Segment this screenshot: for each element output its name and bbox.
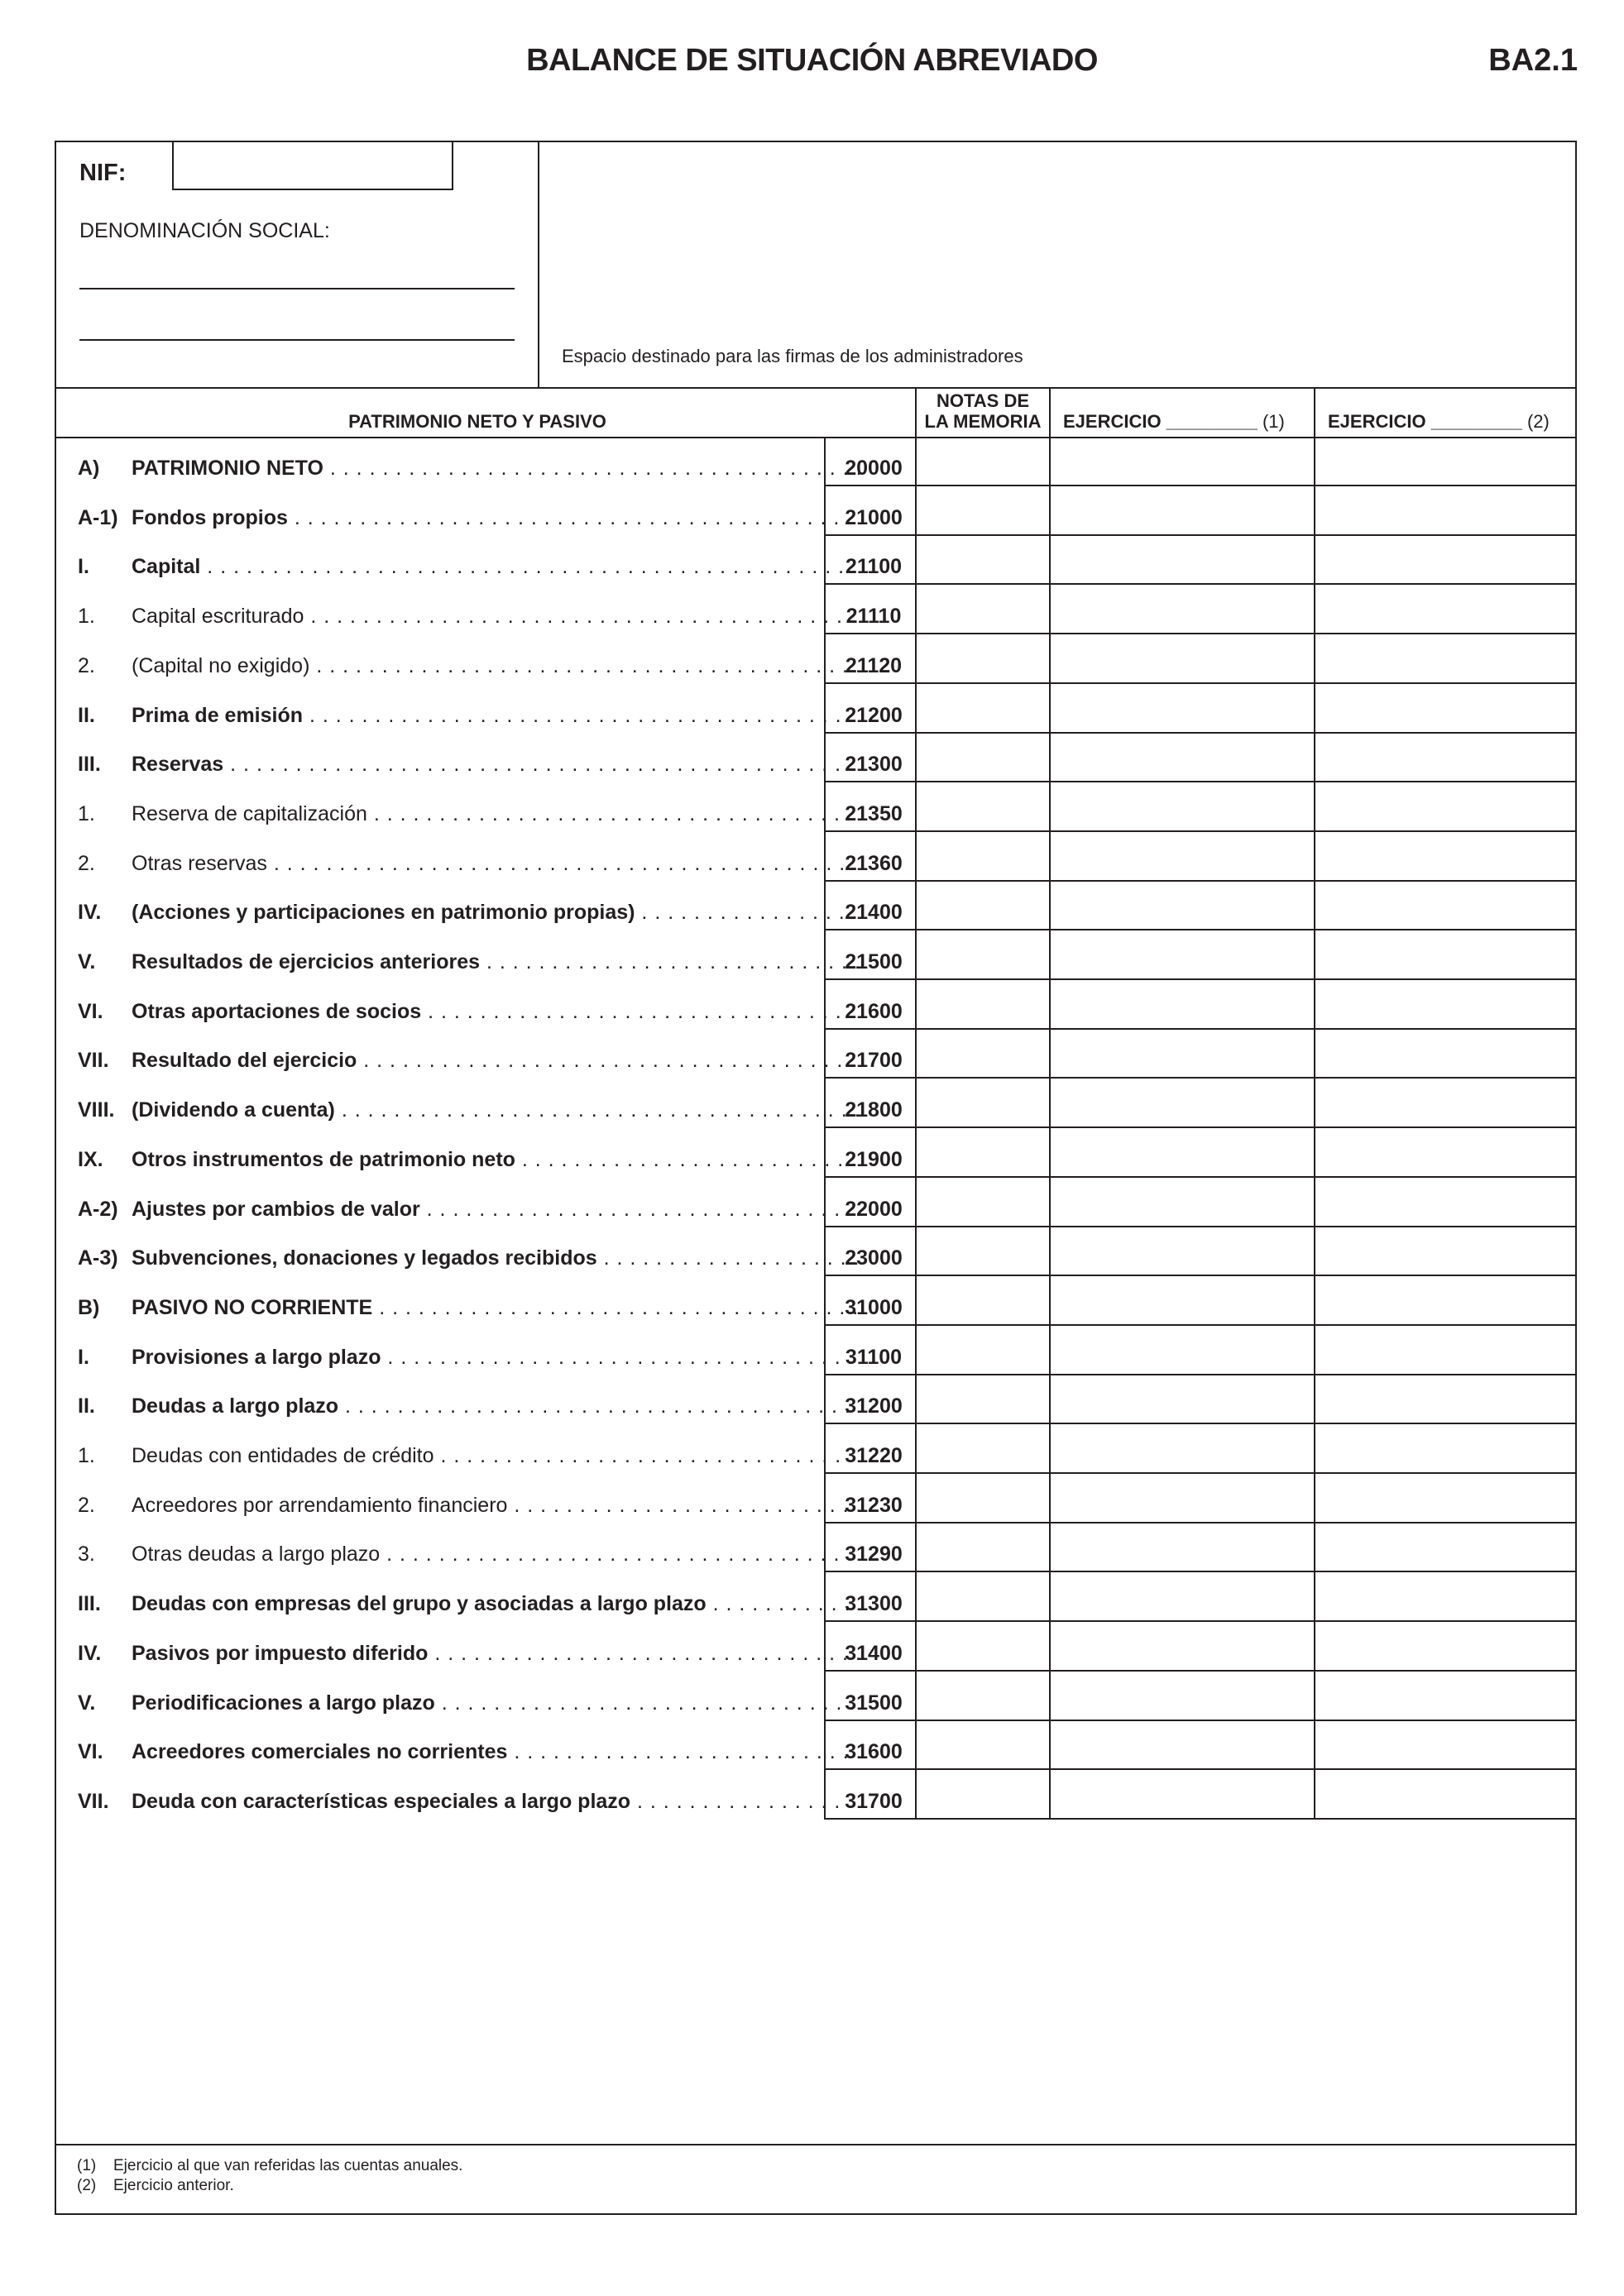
- row-number: A-1): [78, 505, 118, 529]
- footnote-2-key: (2): [77, 2177, 97, 2194]
- row-code: 21500: [845, 950, 903, 973]
- row-label: (Dividendo a cuenta) . . .: [132, 1098, 860, 1122]
- ejercicio-1-cell[interactable]: [1051, 537, 1314, 583]
- row-label: Resultado del ejercicio . . .: [132, 1049, 860, 1073]
- row-number: 1.: [78, 1444, 95, 1467]
- col-header-notas-line1: NOTAS DE: [936, 390, 1030, 411]
- ejercicio-2-cell[interactable]: [1315, 834, 1577, 880]
- ejercicio-1-cell[interactable]: [1051, 883, 1314, 929]
- ejercicio-1-cell[interactable]: [1051, 1673, 1314, 1720]
- table-row: [55, 1178, 1577, 1227]
- ejercicio-1-cell[interactable]: [1051, 932, 1314, 978]
- row-label: Prima de emisión . . .: [132, 704, 860, 728]
- ejercicio-2-cell[interactable]: [1315, 1426, 1577, 1472]
- footnote-2: [77, 2177, 234, 2195]
- row-code: 31500: [845, 1691, 903, 1715]
- row-label: (Capital no exigido) . . .: [132, 654, 860, 678]
- notas-cell[interactable]: [917, 834, 1049, 880]
- ejercicio-2-cell[interactable]: [1315, 1327, 1577, 1374]
- notas-cell[interactable]: [917, 537, 1049, 583]
- table-row: [55, 881, 1577, 930]
- ejercicio-1-cell[interactable]: [1051, 1031, 1314, 1077]
- row-code: 21400: [845, 901, 903, 925]
- table-row: [55, 980, 1577, 1030]
- table-row: [55, 832, 1577, 882]
- row-code: 31700: [845, 1789, 903, 1813]
- notas-cell[interactable]: [917, 1673, 1049, 1720]
- table-row: [55, 1523, 1577, 1572]
- table-row: [55, 930, 1577, 980]
- row-number: VIII.: [78, 1098, 115, 1122]
- ejercicio-1-cell[interactable]: [1051, 1524, 1314, 1571]
- row-number: V.: [78, 1691, 96, 1715]
- col-header-ej1: [1063, 411, 1303, 433]
- table-row: [55, 1029, 1577, 1079]
- notas-cell[interactable]: [917, 488, 1049, 534]
- notas-cell[interactable]: [917, 1080, 1049, 1126]
- notas-cell[interactable]: [917, 1772, 1049, 1818]
- ejercicio-1-cell[interactable]: [1051, 734, 1314, 781]
- denominacion-line-1[interactable]: [79, 288, 515, 289]
- ejercicio-1-cell[interactable]: [1051, 1130, 1314, 1176]
- row-code: 31200: [845, 1394, 903, 1418]
- ejercicio-1-cell[interactable]: [1051, 586, 1314, 633]
- ejercicio-2-cell[interactable]: [1315, 1031, 1577, 1077]
- row-label: Acreedores por arrendamiento financiero . . .: [132, 1494, 860, 1518]
- table-row: [55, 782, 1577, 832]
- ejercicio-2-cell[interactable]: [1315, 1278, 1577, 1324]
- row-label: Acreedores comerciales no corrientes . . .: [132, 1740, 860, 1764]
- notas-cell[interactable]: [917, 784, 1049, 830]
- ejercicio-1-cell[interactable]: [1051, 784, 1314, 830]
- notas-cell[interactable]: [917, 1130, 1049, 1176]
- col-header-ej2-ref: (2): [1526, 411, 1550, 432]
- ejercicio-2-cell[interactable]: [1315, 734, 1577, 781]
- notas-cell[interactable]: [917, 1179, 1049, 1226]
- row-code: 31000: [845, 1295, 903, 1319]
- notas-cell[interactable]: [917, 1624, 1049, 1670]
- row-code: 31220: [845, 1444, 903, 1467]
- row-label: Deuda con características especiales a largo plazo . . .: [132, 1790, 860, 1814]
- row-number: VI.: [78, 1740, 103, 1764]
- col-header-ej1-label: EJERCICIO _________: [1063, 411, 1258, 432]
- row-label: Pasivos por impuesto diferido . . .: [132, 1642, 860, 1666]
- row-code: 31300: [845, 1592, 903, 1616]
- divider: [55, 2144, 1577, 2145]
- row-code: 21700: [845, 1049, 903, 1073]
- ejercicio-2-cell[interactable]: [1315, 982, 1577, 1028]
- ejercicio-2-cell[interactable]: [1315, 636, 1577, 682]
- page-title: BALANCE DE SITUACIÓN ABREVIADO: [526, 43, 1098, 78]
- notas-cell[interactable]: [917, 734, 1049, 781]
- form-code: BA2.1: [1488, 43, 1578, 78]
- ejercicio-2-cell[interactable]: [1315, 1179, 1577, 1226]
- nif-label: NIF:: [79, 160, 127, 186]
- table-row: [55, 1079, 1577, 1128]
- row-code: 22000: [845, 1197, 903, 1221]
- notas-cell[interactable]: [917, 1722, 1049, 1768]
- row-number: III.: [78, 1592, 101, 1616]
- ejercicio-2-cell[interactable]: [1315, 1130, 1577, 1176]
- row-number: VI.: [78, 999, 103, 1023]
- row-label: Fondos propios . . .: [132, 506, 860, 530]
- ejercicio-1-cell[interactable]: [1051, 834, 1314, 880]
- row-code: 23000: [845, 1246, 903, 1270]
- row-number: 2.: [78, 851, 95, 875]
- row-number: IV.: [78, 1641, 102, 1665]
- ejercicio-2-cell[interactable]: [1315, 1476, 1577, 1522]
- notas-cell[interactable]: [917, 932, 1049, 978]
- ejercicio-2-cell[interactable]: [1315, 1228, 1577, 1275]
- table-row: [55, 1572, 1577, 1622]
- row-number: I.: [78, 555, 89, 579]
- ejercicio-1-cell[interactable]: [1051, 686, 1314, 732]
- row-label: PATRIMONIO NETO . . .: [132, 457, 860, 481]
- notas-cell[interactable]: [917, 1524, 1049, 1571]
- row-code: 21300: [845, 753, 903, 777]
- col-header-ej2-label: EJERCICIO _________: [1328, 411, 1522, 432]
- row-code: 20000: [845, 457, 903, 480]
- ejercicio-1-cell[interactable]: [1051, 1574, 1314, 1620]
- notas-cell[interactable]: [917, 1476, 1049, 1522]
- footnote-1-text: Ejercicio al que van referidas las cuentas anuales.: [113, 2157, 463, 2174]
- row-label: Otras deudas a largo plazo . . .: [132, 1543, 860, 1567]
- ejercicio-2-cell[interactable]: [1315, 586, 1577, 633]
- row-divider: [824, 1818, 1577, 1820]
- ejercicio-1-cell[interactable]: [1051, 1179, 1314, 1226]
- row-label: Deudas a largo plazo . . .: [132, 1394, 860, 1418]
- ejercicio-2-cell[interactable]: [1315, 1624, 1577, 1670]
- ejercicio-1-cell[interactable]: [1051, 1772, 1314, 1818]
- table-row: [55, 535, 1577, 585]
- col-header-ej2: [1328, 411, 1568, 433]
- row-number: 1.: [78, 801, 95, 825]
- notas-cell[interactable]: [917, 883, 1049, 929]
- ejercicio-1-cell[interactable]: [1051, 1426, 1314, 1472]
- ejercicio-1-cell[interactable]: [1051, 1624, 1314, 1670]
- row-label: Resultados de ejercicios anteriores . . .: [132, 950, 860, 974]
- ejercicio-2-cell[interactable]: [1315, 932, 1577, 978]
- row-label: Capital escriturado . . .: [132, 605, 860, 629]
- row-number: IX.: [78, 1147, 103, 1171]
- row-number: VII.: [78, 1049, 109, 1073]
- ejercicio-1-cell[interactable]: [1051, 438, 1314, 485]
- ejercicio-2-cell[interactable]: [1315, 1673, 1577, 1720]
- footnote-1-key: (1): [77, 2157, 97, 2174]
- ejercicio-2-cell[interactable]: [1315, 784, 1577, 830]
- row-number: 2.: [78, 653, 95, 677]
- row-code: 21360: [845, 851, 903, 875]
- row-number: II.: [78, 703, 95, 727]
- col-header-notas: [917, 390, 1049, 432]
- row-number: 1.: [78, 605, 95, 629]
- table-row: [55, 1128, 1577, 1178]
- ejercicio-1-cell[interactable]: [1051, 1278, 1314, 1324]
- ejercicio-2-cell[interactable]: [1315, 883, 1577, 929]
- notas-cell[interactable]: [917, 1574, 1049, 1620]
- ejercicio-1-cell[interactable]: [1051, 1476, 1314, 1522]
- row-code: 31600: [845, 1740, 903, 1764]
- ejercicio-1-cell[interactable]: [1051, 1080, 1314, 1126]
- row-code: 21600: [845, 999, 903, 1023]
- row-code: 21000: [845, 505, 903, 529]
- row-number: V.: [78, 950, 96, 973]
- ejercicio-2-cell[interactable]: [1315, 488, 1577, 534]
- row-label: (Acciones y participaciones en patrimonio propias) . . .: [132, 901, 860, 925]
- row-number: I.: [78, 1345, 89, 1369]
- denominacion-line-2[interactable]: [79, 339, 515, 341]
- ejercicio-2-cell[interactable]: [1315, 686, 1577, 732]
- row-code: 21350: [845, 801, 903, 825]
- divider: [55, 387, 1577, 389]
- ejercicio-1-cell[interactable]: [1051, 1722, 1314, 1768]
- row-code: 31400: [845, 1641, 903, 1665]
- ejercicio-2-cell[interactable]: [1315, 1080, 1577, 1126]
- ejercicio-2-cell[interactable]: [1315, 1376, 1577, 1423]
- table-row: [55, 585, 1577, 634]
- notas-cell[interactable]: [917, 1278, 1049, 1324]
- ejercicio-2-cell[interactable]: [1315, 1574, 1577, 1620]
- notas-cell[interactable]: [917, 586, 1049, 633]
- row-number: A): [78, 457, 100, 480]
- footnote-1: [77, 2157, 462, 2175]
- row-code: 31230: [845, 1493, 903, 1517]
- ejercicio-1-cell[interactable]: [1051, 1228, 1314, 1275]
- row-number: 2.: [78, 1493, 95, 1517]
- row-label: Ajustes por cambios de valor . . .: [132, 1198, 860, 1222]
- ejercicio-1-cell[interactable]: [1051, 982, 1314, 1028]
- row-label: Reserva de capitalización . . .: [132, 802, 860, 826]
- table-row: [55, 1227, 1577, 1276]
- table-row: [55, 1276, 1577, 1326]
- ejercicio-2-cell[interactable]: [1315, 1722, 1577, 1768]
- nif-input[interactable]: [172, 141, 453, 190]
- row-number: B): [78, 1295, 100, 1319]
- ejercicio-1-cell[interactable]: [1051, 1327, 1314, 1374]
- row-code: 21110: [846, 605, 902, 629]
- table-row: [55, 684, 1577, 734]
- row-code: 21120: [845, 653, 903, 677]
- table-row: [55, 733, 1577, 782]
- notas-cell[interactable]: [917, 438, 1049, 485]
- table-row: [55, 1720, 1577, 1770]
- row-number: IV.: [78, 901, 102, 925]
- ejercicio-1-cell[interactable]: [1051, 636, 1314, 682]
- ejercicio-1-cell[interactable]: [1051, 488, 1314, 534]
- footnote-2-text: Ejercicio anterior.: [113, 2177, 234, 2194]
- row-code: 21100: [845, 555, 903, 579]
- ejercicio-2-cell[interactable]: [1315, 537, 1577, 583]
- divider: [538, 141, 539, 389]
- notas-cell[interactable]: [917, 1426, 1049, 1472]
- notas-cell[interactable]: [917, 1327, 1049, 1374]
- col-header-ej1-ref: (1): [1262, 411, 1285, 432]
- row-label: Deudas con empresas del grupo y asociadas a largo plazo . . .: [132, 1592, 860, 1616]
- table-row: [55, 1474, 1577, 1523]
- row-label: Deudas con entidades de crédito . . .: [132, 1444, 860, 1468]
- row-label: PASIVO NO CORRIENTE . . .: [132, 1296, 860, 1320]
- notas-cell[interactable]: [917, 1031, 1049, 1077]
- table-row: [55, 437, 1577, 486]
- denominacion-label: DENOMINACIÓN SOCIAL:: [79, 219, 330, 242]
- row-number: 3.: [78, 1543, 95, 1567]
- row-label: Reservas . . .: [132, 753, 860, 777]
- table-row: [55, 1326, 1577, 1375]
- row-label: Otras reservas . . .: [132, 852, 860, 876]
- col-header-concept: PATRIMONIO NETO Y PASIVO: [348, 411, 606, 432]
- table-row: [55, 1375, 1577, 1424]
- row-label: Periodificaciones a largo plazo . . .: [132, 1691, 860, 1715]
- notas-cell[interactable]: [917, 982, 1049, 1028]
- ejercicio-2-cell[interactable]: [1315, 1772, 1577, 1818]
- table-row: [55, 1622, 1577, 1672]
- row-label: Subvenciones, donaciones y legados recibidos . . .: [132, 1246, 860, 1270]
- notas-cell[interactable]: [917, 636, 1049, 682]
- row-number: A-2): [78, 1197, 118, 1221]
- ejercicio-2-cell[interactable]: [1315, 438, 1577, 485]
- row-code: 21800: [845, 1098, 903, 1122]
- row-code: 21200: [845, 703, 903, 727]
- row-label: Otras aportaciones de socios . . .: [132, 1000, 860, 1024]
- row-code: 31290: [845, 1543, 903, 1567]
- table-row: [55, 1424, 1577, 1474]
- ejercicio-2-cell[interactable]: [1315, 1524, 1577, 1571]
- row-label: Provisiones a largo plazo . . .: [132, 1346, 860, 1370]
- col-header-notas-line2: LA MEMORIA: [924, 411, 1042, 432]
- ejercicio-1-cell[interactable]: [1051, 1376, 1314, 1423]
- notas-cell[interactable]: [917, 1376, 1049, 1423]
- row-number: II.: [78, 1394, 95, 1418]
- firmas-caption: Espacio destinado para las firmas de los administradores: [562, 346, 1023, 366]
- row-code: 21900: [845, 1147, 903, 1171]
- table-row: [55, 1672, 1577, 1721]
- row-number: III.: [78, 753, 101, 777]
- table-row: [55, 486, 1577, 536]
- notas-cell[interactable]: [917, 1228, 1049, 1275]
- table-row: [55, 1770, 1577, 1820]
- table-row: [55, 634, 1577, 684]
- row-number: VII.: [78, 1789, 109, 1813]
- row-number: A-3): [78, 1246, 118, 1270]
- row-label: Capital . . .: [132, 555, 860, 579]
- row-code: 31100: [845, 1345, 903, 1369]
- row-label: Otros instrumentos de patrimonio neto . . .: [132, 1148, 860, 1172]
- notas-cell[interactable]: [917, 686, 1049, 732]
